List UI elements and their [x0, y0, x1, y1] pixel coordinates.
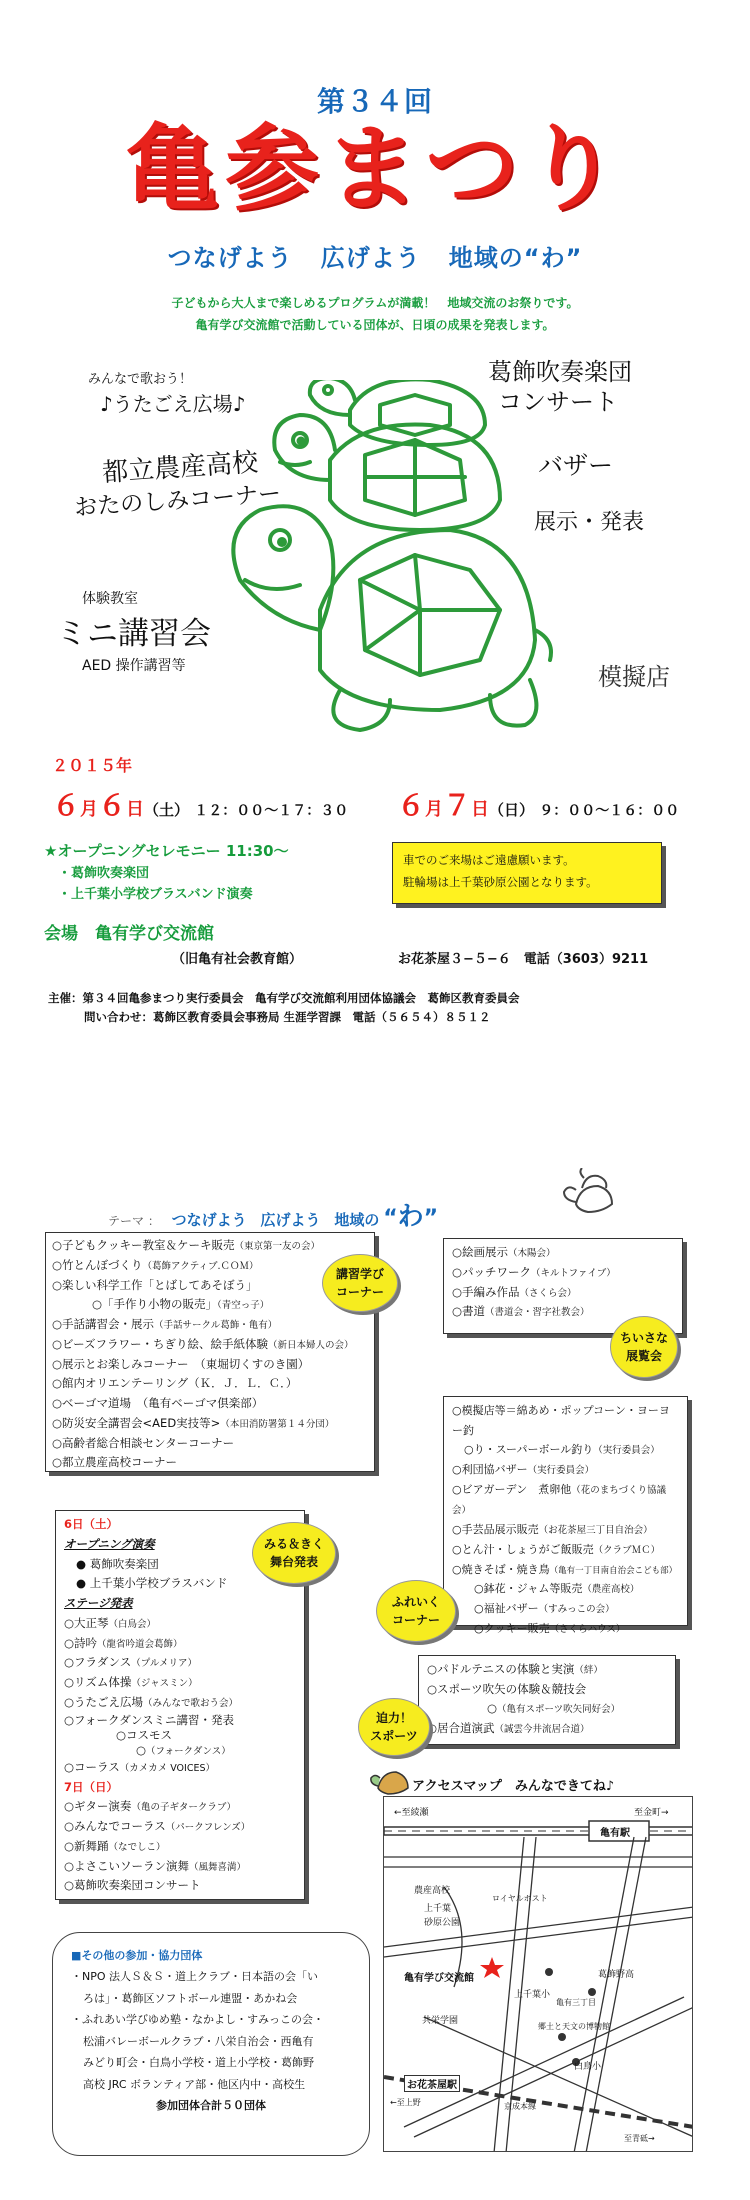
stage-badge-line-2: 舞台発表 [269, 1555, 318, 1569]
organizers-line-1: 主催：第３４回亀参まつり実行委員会 亀有学び交流館利用団体協議会 葛飾区教育委員会 [48, 991, 520, 1005]
map-label-to-ayase: ←至綾瀬 [394, 1808, 429, 1818]
map-label-royal: ロイヤルホスト [492, 1894, 548, 1903]
stage-item: ○ 葛飾吹奏楽団コンサート [64, 1876, 296, 1896]
workshop-item: ○ 防災安全講習会<AED実技等>（本田消防署第１４分団） [52, 1414, 368, 1434]
food-list [452, 1401, 679, 1639]
map-title: アクセスマップ みんなできてね♪ [412, 1779, 615, 1794]
exhibit-item: ○ 書道（書道会・習字社教会） [452, 1302, 674, 1322]
map-label-kyosei: 共栄学園 [422, 2016, 459, 2026]
food-item: ○ り・スーパーボール釣り（実行委員会） [452, 1440, 679, 1460]
others-line: 松浦バレーボールクラブ・八栄自治会・西亀有 [83, 2034, 314, 2048]
venue-label: 会場 亀有学び交流館 [44, 924, 214, 944]
section2-theme-c: 地域の [334, 1211, 380, 1229]
bazaar-label: バザー [538, 451, 614, 480]
food-item: ○ ビアガーデン 煮卵他（花のまちづくり協議会） [452, 1480, 679, 1520]
stage-item: ○ うたごえ広場（みんなで歌おう会） [64, 1693, 296, 1713]
theme-part-b: 広げよう [320, 244, 421, 272]
stage-badge-line-1: みる＆きく [263, 1537, 324, 1551]
exhibits-badge [610, 1316, 678, 1378]
workshops-badge-line-1: 講習学び [335, 1267, 384, 1281]
exhibits-badge-line-1: ちいさな [619, 1331, 668, 1345]
stage-day6-head: 6日（土） [64, 1517, 119, 1531]
stage-day6-list [64, 1614, 296, 1778]
food-item: ○ 焼きそば・焼き鳥（亀有一丁目南自治会こども部） [452, 1560, 679, 1580]
workshop-item: ○ ベーゴマ道場 （亀有ベーゴマ倶楽部） [52, 1394, 368, 1414]
theme-wa: わ [540, 244, 566, 272]
workshops-box [45, 1232, 375, 1472]
sports-badge [358, 1698, 430, 1756]
map-label-to-aoto: 至青砥→ [624, 2134, 655, 2143]
katsushika-band-label-1: 葛飾吹奏楽団 [488, 358, 632, 386]
tenji-label: 展示・発表 [534, 510, 645, 535]
map-label-sunahara: 砂原公園 [424, 1918, 461, 1928]
parking-notice-line-1: 車でのご来場はご遠慮願います。 [403, 853, 575, 867]
stage-day7-list [64, 1797, 296, 1896]
food-badge-line-1: ふれいく [391, 1595, 440, 1609]
map-label-katsushika-hs: 葛飾野高 [598, 1970, 635, 1980]
workshops-badge-line-2: コーナー [335, 1285, 384, 1299]
section2-theme: テーマ ： つなげよう 広げよう 地域の “わ” [108, 1202, 439, 1232]
workshop-item: ○ 手話講習会・展示（手話サークル葛飾・亀有） [52, 1315, 368, 1335]
sports-item: ○ 居合道演武（誠雲今井流居合道） [427, 1719, 667, 1739]
sports-list [427, 1660, 667, 1738]
workshop-item: ○ 高齢者総合相談センターコーナー [52, 1434, 368, 1454]
section2-theme-prefix: テーマ ： [108, 1214, 160, 1228]
section2-theme-a: つなげよう [171, 1211, 247, 1229]
stage-item: ○ コーラス（カメカメ VOICES） [64, 1758, 296, 1778]
others-box [52, 1932, 370, 2156]
map-label-ohanajaya: お花茶屋駅 [404, 2075, 460, 2092]
food-item: ○ 模擬店等＝綿あめ・ポップコーン・ヨーヨー釣 [452, 1401, 679, 1440]
parking-notice [392, 842, 662, 904]
food-item: ○ とん汁・しょうがご飯販売（クラブＭＣ） [452, 1540, 679, 1560]
utagoe-sub-label: みんなで歌おう！ [88, 372, 193, 387]
nousan-label-2: おたのしみコーナー [73, 480, 282, 522]
map-label-kamichiba-school: 上千葉小 [514, 1990, 551, 2000]
food-badge-line-2: コーナー [391, 1613, 440, 1627]
taiken-label: 体験教室 [82, 591, 138, 607]
others-line: ・ふれあい学びゆめ塾・なかよし・すみっこの会・ [71, 2013, 324, 2027]
day2-month: ６ [397, 789, 426, 822]
map-label-kamichiba: 上千葉 [424, 1904, 452, 1914]
others-line: ろは」・葛飾区ソフトボール連盟・あかね会 [83, 1991, 298, 2005]
day2-time: ９：００〜１６：００ [539, 803, 680, 819]
map-label-hakucho: 白鳥小 [574, 2062, 602, 2072]
stage-item: ○ コスモス [64, 1728, 296, 1743]
workshop-item: ○ 竹とんぼづくり（葛飾アクティブ.ＣＯＭ） [52, 1256, 368, 1276]
exhibits-badge-line-2: 展覧会 [625, 1349, 662, 1363]
day2-month-unit: 月 [425, 799, 444, 820]
stage-item: ○ （フォークダンス） [64, 1743, 296, 1758]
stage-item: ○ 詩吟（龍省吟道会葛飾） [64, 1634, 296, 1654]
day1-weekday: （土） [144, 801, 190, 819]
workshop-item: ○ 展示とお楽しみコーナー （東堀切くすのき園） [52, 1355, 368, 1375]
others-line: 高校 JRC ボランティア部・他区内中・高校生 [83, 2077, 306, 2091]
utagoe-label: ♪うたごえ広場♪ [100, 392, 246, 416]
turtle-stack-illustration [200, 380, 560, 750]
others-head: ■その他の参加・協力団体 [71, 1949, 203, 1962]
workshop-item: ○ 館内オリエンテーリング（Ｋ．Ｊ．Ｌ．Ｃ．） [52, 1374, 368, 1394]
stage-item: ○ 新舞踊（なでしこ） [64, 1837, 296, 1857]
sports-item: ○ スポーツ吹矢の体験＆競技会 [427, 1680, 667, 1700]
access-map [383, 1796, 693, 2152]
stage-item: ○ フォークダンスミニ講習・発表 [64, 1713, 296, 1728]
workshop-item: ○ ビーズフラワー・ちぎり絵、絵手紙体験（新日本婦人の会） [52, 1335, 368, 1355]
food-item: ○ クッキー販売（さくらハウス） [452, 1619, 679, 1639]
stage-opening-head: オープニング演奏 [64, 1536, 155, 1551]
map-label-to-kanamachi: 至金町→ [634, 1808, 669, 1818]
others-line: みどり町会・白鳥小学校・道上小学校・葛飾野 [83, 2056, 314, 2070]
small-turtle-icon [558, 1168, 616, 1216]
opening-item-2: ・上千葉小学校ブラスバンド演奏 [58, 887, 253, 902]
map-label-kameari-station: 亀有駅 [600, 1828, 630, 1839]
workshops-list [52, 1236, 368, 1473]
aed-label: AED 操作講習等 [82, 658, 186, 674]
section2-theme-wa: わ [397, 1202, 424, 1232]
opening-item-1: ・葛飾吹奏楽団 [58, 866, 150, 881]
mogiten-label: 模擬店 [598, 663, 670, 691]
workshop-item: ○ 都立農産高校コーナー [52, 1453, 368, 1473]
food-item: ○ 鉢花・ジャム等販売（農産高校） [452, 1579, 679, 1599]
stage-item: ○ フラダンス（プルメリア） [64, 1653, 296, 1673]
stage-performance-head: ステージ発表 [64, 1596, 133, 1611]
venue-address: お花茶屋３−５−６ 電話（3603）9211 [398, 952, 649, 967]
sports-badge-line-2: スポーツ [370, 1729, 418, 1743]
mini-koshu-label: ミニ講習会 [56, 616, 211, 652]
day2-weekday: （日） [489, 801, 535, 819]
edition-label: 第３４回 [316, 85, 433, 118]
day1-day-unit: 日 [126, 799, 145, 820]
map-label-kameari-3: 亀有三丁目 [556, 1998, 596, 2007]
workshop-item: ○ 子どもクッキー教室＆ケーキ販売（東京第一友の会） [52, 1236, 368, 1256]
day1-month-unit: 月 [80, 799, 99, 820]
section2-theme-b: 広げよう [260, 1211, 321, 1229]
intro-line-1: 子どもから大人まで楽しめるプログラムが満載！ 地域交流のお祭りです。 [171, 296, 579, 310]
day1-month: ６ [52, 789, 81, 822]
stage-opening-item: ● 上千葉小学校ブラスバンド [76, 1576, 228, 1591]
sports-box [418, 1655, 676, 1745]
stage-badge [252, 1522, 336, 1584]
stage-item: ○ よさこいソーラン演舞（風舞喜満） [64, 1857, 296, 1877]
day1-day: ６ [98, 789, 127, 822]
map-label-keisei: 京成本線 [504, 2102, 536, 2111]
stage-item: ○ 大正琴（白鳥会） [64, 1614, 296, 1634]
map-label-nousan: 農産高校 [414, 1886, 451, 1896]
stage-item: ○ リズム体操（ジャスミン） [64, 1673, 296, 1693]
map-label-to-horikiri: ←至上野 [390, 2098, 421, 2107]
stage-opening-item: ● 葛飾吹奏楽団 [76, 1556, 159, 1571]
food-box [443, 1396, 688, 1635]
exhibits-list [452, 1243, 674, 1322]
parking-notice-line-2: 駐輪場は上千葉砂原公園となります。 [403, 874, 598, 889]
day1-time: １２：００〜１７：３０ [194, 803, 349, 819]
day2-day-unit: 日 [471, 799, 490, 820]
workshops-badge [322, 1254, 398, 1312]
others-total: 参加団体合計５０団体 [156, 2099, 266, 2113]
theme-part-c: 地域の [448, 244, 524, 272]
day2-date [397, 784, 679, 824]
theme-line: つなげよう 広げよう 地域の“わ” [167, 244, 583, 272]
workshop-item: ○ 楽しい科学工作「とばしてあそぼう」 [52, 1276, 368, 1296]
intro-line-2: 亀有学び交流館で活動している団体が、日頃の成果を発表します。 [195, 318, 555, 332]
exhibit-item: ○ 絵画展示（木陽会） [452, 1243, 674, 1263]
map-label-venue: 亀有学び交流館 [404, 1973, 474, 1984]
food-badge [376, 1580, 456, 1642]
festival-title: 亀参まつり [124, 115, 625, 224]
exhibit-item: ○ パッチワーク（キルトファイブ） [452, 1263, 674, 1283]
others-line: ・NPO 法人Ｓ＆Ｓ・道上クラブ・日本語の会「い [71, 1970, 319, 1984]
day1-date [52, 784, 348, 824]
food-item: ○ 福祉バザー（すみっこの会） [452, 1599, 679, 1619]
sports-item: ○ パドルテニスの体験と実演（絆） [427, 1660, 667, 1680]
organizers-line-2: 問い合わせ：葛飾区教育委員会事務局 生涯学習課 電話（５６５４）８５１２ [84, 1010, 491, 1024]
exhibit-item: ○ 手編み作品（さくら会） [452, 1283, 674, 1303]
stage-item: ○ みんなでコーラス（パークフレンズ） [64, 1817, 296, 1837]
map-turtle-icon [368, 1762, 412, 1800]
stage-item: ○ ギター演奏（亀の子ギタークラブ） [64, 1797, 296, 1817]
year-label: ２０１５年 [52, 756, 133, 775]
nousan-label-1: 都立農産高校 [101, 447, 260, 489]
theme-part-a: つなげよう [167, 244, 293, 272]
venue-old-name: （旧亀有社会教育館） [172, 952, 303, 967]
opening-ceremony: ★オープニングセレモニー 11:30〜 [44, 842, 289, 860]
day2-day: ７ [443, 789, 472, 822]
map-label-hakubutsukan: 郷土と天文の博物館 [538, 2022, 610, 2031]
workshop-item: ○ 「手作り小物の販売」（青空っ子） [52, 1295, 368, 1315]
food-item: ○ 利団協バザー（実行委員会） [452, 1460, 679, 1480]
stage-day7-head: 7日（日） [64, 1779, 119, 1794]
katsushika-band-label-2: コンサート [498, 388, 618, 416]
sports-item: ○ （亀有スポーツ吹矢同好会） [427, 1699, 667, 1719]
sports-badge-line-1: 迫力！ [375, 1711, 412, 1725]
food-item: ○ 手芸品展示販売（お花茶屋三丁目自治会） [452, 1520, 679, 1540]
